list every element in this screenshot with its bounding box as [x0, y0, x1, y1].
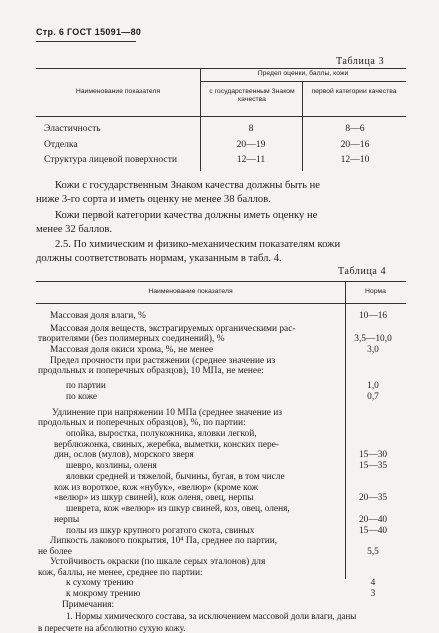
page-header: Стр. 6 ГОСТ 15091—80 — [36, 27, 142, 37]
table4-row-text: Удлинение при напряжении 10 МПа (среднее значение из — [52, 408, 282, 418]
table3-header-rule — [36, 116, 406, 117]
table4-row-text: творителями (без полимерных соединений), % — [38, 334, 225, 344]
table3-row-b: 20—16 — [340, 139, 370, 150]
table4-row-text: нерпы — [54, 515, 80, 525]
table3-row-name: Отделка — [44, 139, 78, 150]
table4-row-text: Липкость лакового покрытия, 10⁴ Па, среднее по партии, — [50, 536, 278, 546]
table4-header-rule — [36, 303, 406, 304]
table4-row-value: 20—40 — [358, 515, 388, 525]
table4-row-text: по коже — [66, 392, 98, 402]
table4-row-text: Массовая доля веществ, экстрагируемых органическими рас- — [50, 324, 296, 334]
table3-row-a: 8 — [248, 123, 254, 134]
table3-row-b: 8—6 — [345, 123, 365, 134]
table3-col-group: Предел оценки, баллы, кожи — [257, 70, 349, 77]
table4-row-text: не более — [38, 547, 72, 557]
table4-row-text: верблюжонка, свиных, жеребка, выметки, конских пере- — [54, 440, 279, 450]
header-underline — [36, 41, 136, 42]
table4-row-text: к сухому трению — [66, 578, 134, 588]
paragraph-line: Кожи первой категории качества должны иметь оценку не — [55, 210, 318, 221]
table3-row-name: Структура лицевой поверхности — [44, 154, 178, 165]
table3-row-b: 12—10 — [340, 154, 370, 165]
table4-top-rule — [36, 281, 406, 282]
table4-row-text: в пересчете на абсолютно сухую кожу. — [38, 623, 186, 633]
table4-row-text: Примечания: — [62, 600, 115, 610]
table3-top-rule — [36, 68, 406, 69]
paragraph-line: должны соответствовать нормам, указанным в табл. 4. — [36, 253, 282, 264]
table4-row-text: продольных и поперечных образцов), 10 МПа, не менее: — [38, 366, 264, 376]
table4-row-value: 3,0 — [367, 345, 379, 355]
table4-row-value: 1,0 — [367, 381, 379, 391]
table3-col-a: с государственным Знаком качества — [209, 88, 295, 103]
table4-row-value: 3 — [370, 589, 376, 599]
table3-group-rule — [200, 81, 406, 82]
table4-row-text: Устойчивость окраски (по шкале серых эталонов) для — [50, 557, 266, 567]
table4-row-text: продольных и поперечных образцов), %, по партии: — [38, 418, 246, 428]
table4-row-text: кож, баллы, не менее, среднее по партии: — [38, 568, 203, 578]
paragraph-line: менее 32 баллов. — [36, 224, 113, 235]
table4-row-text: по партии — [66, 381, 106, 391]
table4-caption: Таблица 4 — [338, 266, 387, 277]
table4-col-name: Наименование показателя — [148, 288, 233, 295]
table4-row-text: кож из вороткое, кож «нубук», «велюр» (кроме кож — [54, 483, 259, 493]
table4-row-value: 0,7 — [367, 392, 379, 402]
table4-row-value: 15—40 — [358, 526, 388, 536]
table4-row-text: к мокрому трению — [66, 589, 141, 599]
table4-row-text: опойка, выростка, полукожника, яловки легкой, — [66, 429, 257, 439]
table4-row-text: полы из шкур крупного рогатого скота, свиных — [66, 526, 255, 536]
paragraph-line: ниже 3-го сорта и иметь оценку не менее 38 баллов. — [36, 194, 271, 205]
paragraph-line: 2.5. По химическим и физико-механическим показателям кожи — [55, 239, 341, 250]
table4-row-text: Массовая доля окиси хрома, %, не менее — [50, 345, 214, 355]
table4-col-norm: Норма — [365, 288, 386, 295]
table4-row-value: 3,5—10,0 — [354, 334, 392, 344]
table4-row-value: 15—35 — [358, 461, 388, 471]
table3-caption: Таблица 3 — [336, 56, 385, 67]
table4-row-value: 15—30 — [358, 450, 388, 460]
paragraph-line: Кожи с государственным Знаком качества должны быть не — [55, 180, 320, 191]
table3-row-name: Эластичность — [44, 123, 101, 134]
table4-row-text: Предел прочности при растяжении (среднее значение из — [50, 356, 276, 366]
table3-vrule-2 — [302, 81, 303, 171]
table4-row-value: 10—16 — [358, 311, 388, 321]
table4-row-text: дин, ослов (мулов), морского зверя — [54, 450, 194, 460]
table3-vrule-1 — [200, 68, 201, 171]
table3-col-name: Наименование показателя — [75, 88, 161, 95]
table4-row-value: 5,5 — [367, 547, 379, 557]
table4-row-value: 20—35 — [358, 493, 388, 503]
table4-row-text: 1. Нормы химического состава, за исключением массовой доли влаги, даны — [66, 611, 357, 621]
table3-row-a: 12—11 — [236, 154, 266, 165]
table4-row-text: «велюр» из шкур свиней), кож оленя, овец, нерпы — [54, 493, 254, 503]
table4-row-text: Массовая доля влаги, % — [50, 311, 146, 321]
table4-row-value: 4 — [370, 578, 376, 588]
table4-row-text: шевро, козлины, оленя — [66, 461, 157, 471]
table4-row-text: яловки средней и тяжелой, бычины, бугая, в том числе — [66, 472, 285, 482]
table3-row-a: 20—19 — [236, 139, 266, 150]
table3-col-b: первой категории качества — [311, 88, 397, 95]
table4-row-text: шеврета, кож «велюр» из шкур свиней, коз, овец, оленя, — [66, 504, 290, 514]
